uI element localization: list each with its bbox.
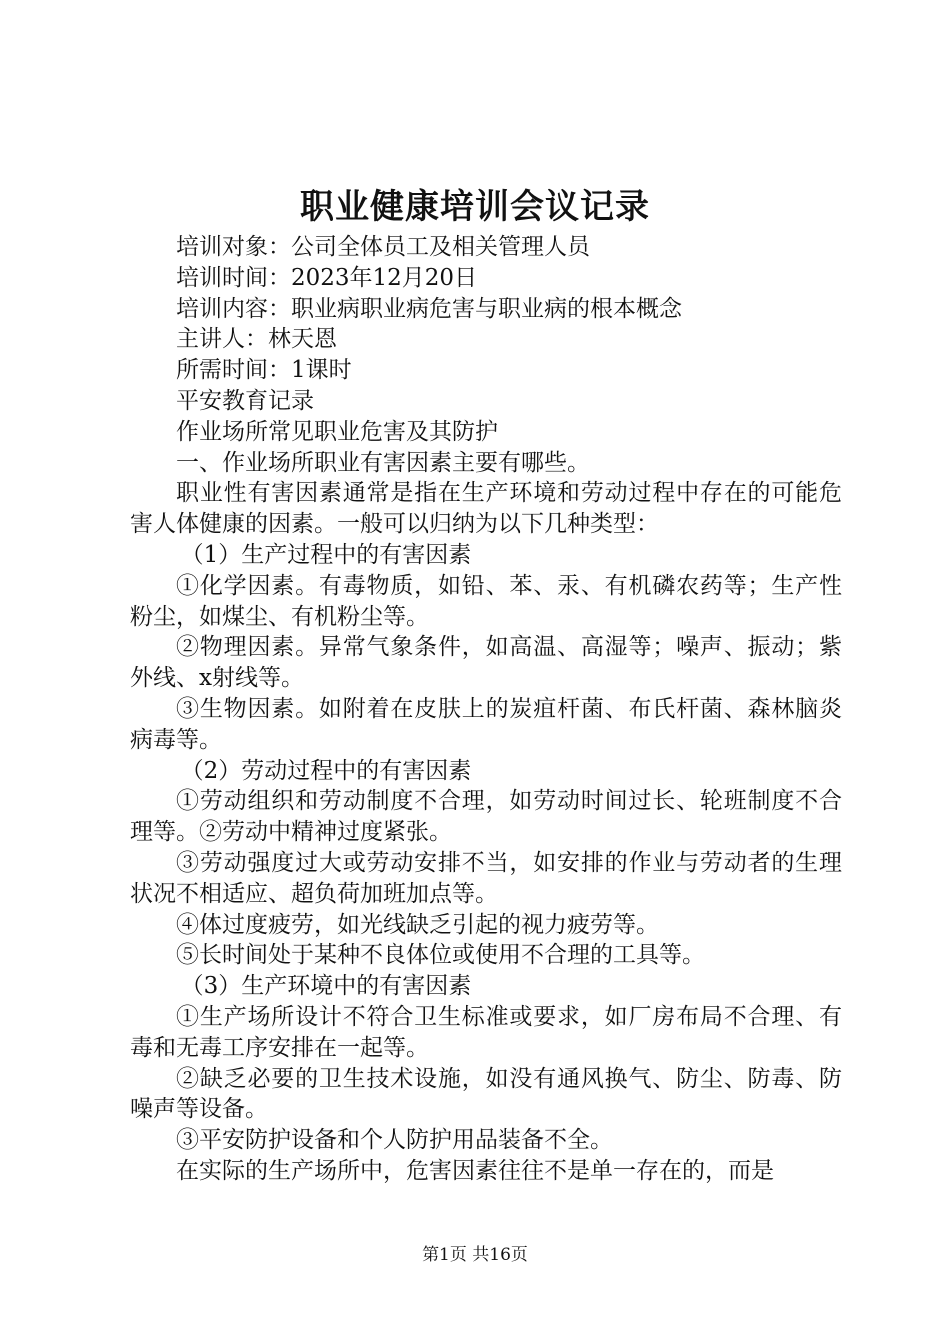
paragraph-chemical: ①化学因素。有毒物质，如铅、苯、汞、有机磷农药等；生产性粉尘，如煤尘、有机粉尘等。 — [130, 572, 842, 630]
paragraph-posture: ⑤长时间处于某种不良体位或使用不合理的工具等。 — [176, 942, 705, 969]
paragraph-labor-intensity: ③劳动强度过大或劳动安排不当，如安排的作业与劳动者的生理状况不相适应、超负荷加班加点等。 — [130, 849, 842, 907]
paragraph-fatigue: ④体过度疲劳，如光线缺乏引起的视力疲劳等。 — [176, 911, 659, 938]
page-number-footer: 第1页 共16页 — [422, 1245, 528, 1265]
paragraph-definition: 职业性有害因素通常是指在生产环境和劳动过程中存在的可能危害人体健康的因素。一般可以归纳为以下几种类型： — [130, 480, 842, 538]
paragraph-speaker: 主讲人：林天恩 — [176, 326, 337, 353]
paragraph-duration: 所需时间：1课时 — [176, 357, 352, 384]
paragraph-training-content: 培训内容：职业病职业病危害与职业病的根本概念 — [176, 295, 682, 322]
paragraph-training-time: 培训时间：2023年12月20日 — [176, 264, 478, 291]
paragraph-site-design: ①生产场所设计不符合卫生标准或要求，如厂房布局不合理、有毒和无毒工序安排在一起等。 — [130, 1003, 842, 1061]
document-title: 职业健康培训会议记录 — [300, 187, 650, 227]
paragraph-protective-equipment: ③平安防护设备和个人防护用品装备不全。 — [176, 1127, 613, 1154]
paragraph-labor-organization: ①劳动组织和劳动制度不合理，如劳动时间过长、轮班制度不合理等。②劳动中精神过度紧张。 — [130, 788, 842, 846]
paragraph-subheading-3: （3）生产环境中的有害因素 — [180, 973, 472, 1000]
paragraph-trainees: 培训对象：公司全体员工及相关管理人员 — [176, 234, 590, 260]
paragraph-subheading-2: （2）劳动过程中的有害因素 — [180, 757, 472, 784]
paragraph-safety-record: 平安教育记录 — [176, 387, 314, 414]
paragraph-continuation: 在实际的生产场所中，危害因素往往不是单一存在的，而是 — [176, 1157, 774, 1184]
paragraph-question-1: 一、作业场所职业有害因素主要有哪些。 — [176, 449, 590, 476]
document-body — [130, 232, 842, 1187]
paragraph-section-heading: 作业场所常见职业危害及其防护 — [176, 418, 498, 445]
paragraph-facilities: ②缺乏必要的卫生技术设施，如没有通风换气、防尘、防毒、防噪声等设备。 — [130, 1065, 842, 1123]
paragraph-physical: ②物理因素。异常气象条件，如高温、高湿等；噪声、振动；紫外线、x射线等。 — [130, 634, 842, 692]
paragraph-subheading-1: （1）生产过程中的有害因素 — [180, 541, 472, 568]
paragraph-biological: ③生物因素。如附着在皮肤上的炭疽杆菌、布氏杆菌、森林脑炎病毒等。 — [130, 695, 842, 753]
